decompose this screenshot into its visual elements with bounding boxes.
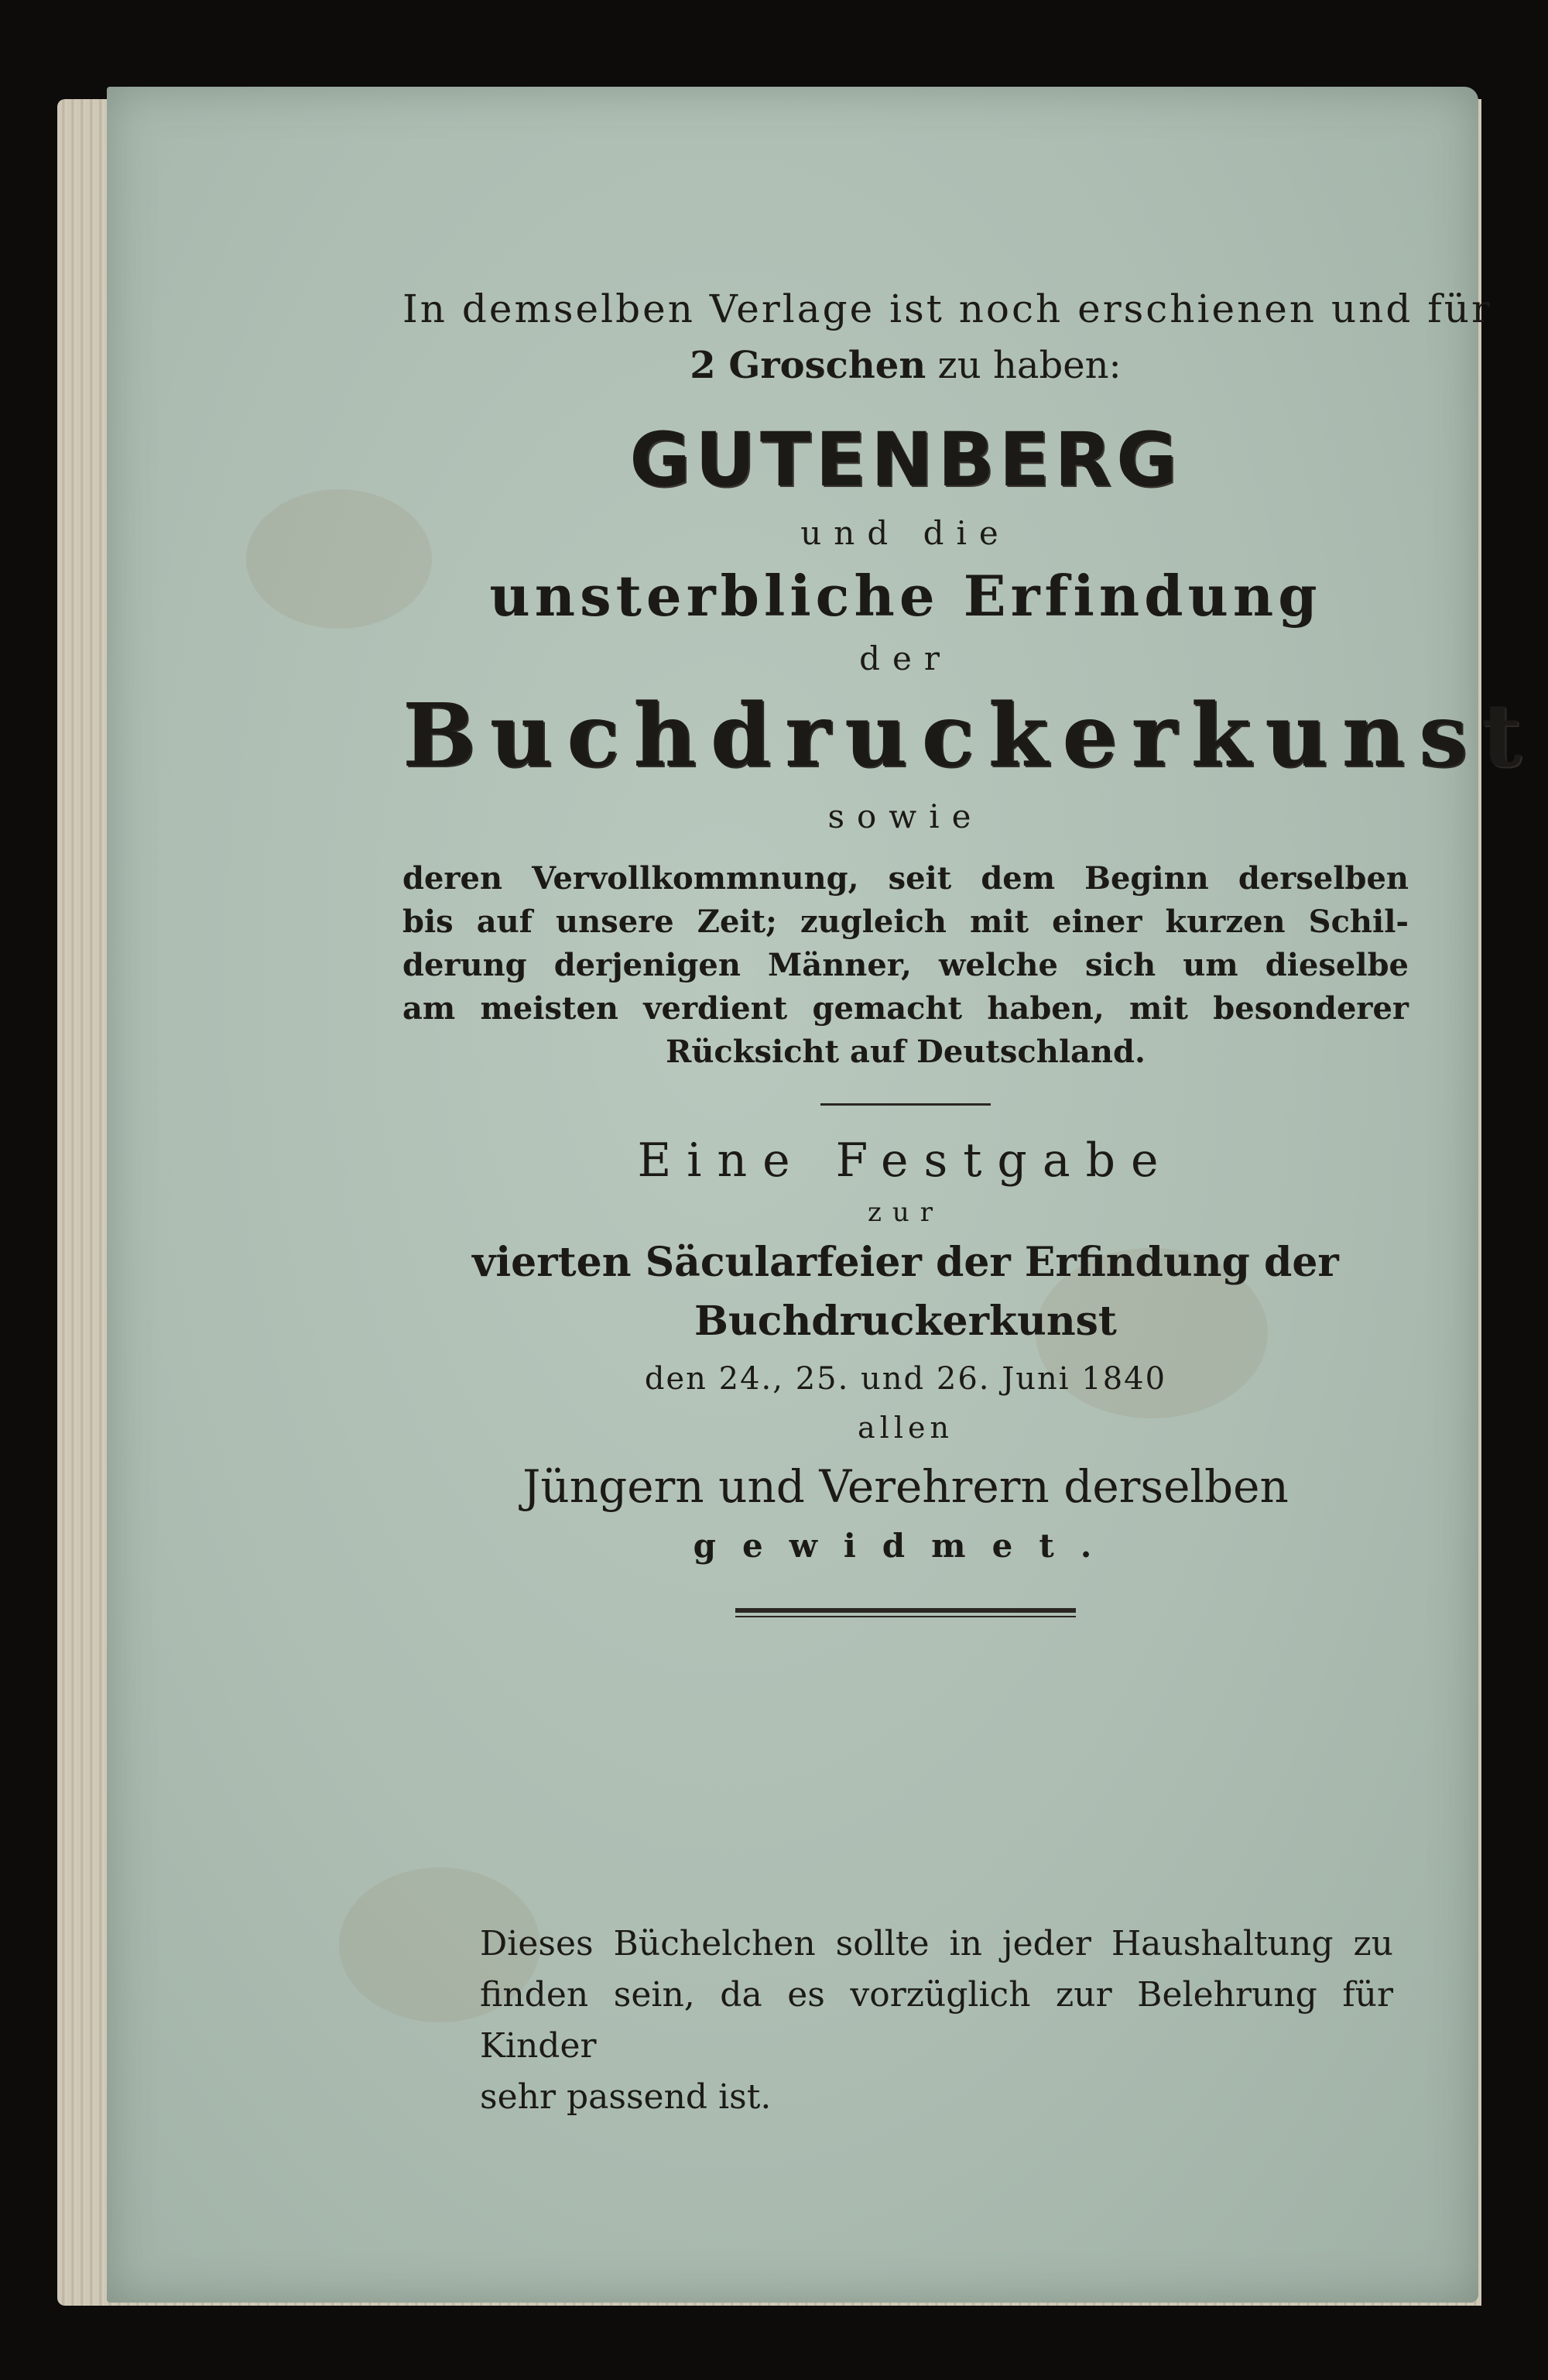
dedication-line: Jüngern und Verehrern derselben	[522, 1460, 1289, 1513]
subtitle-unsterbliche: unsterbliche Erfindung	[489, 563, 1322, 629]
price-line-rest: zu haben:	[937, 344, 1122, 387]
description-paragraph	[402, 857, 1409, 1074]
closing-line: finden sein, da es vorzüglich zur Belehrung für Kinder	[480, 1975, 1393, 2066]
closing-note	[480, 1919, 1393, 2123]
saecular-line: vierten Säcularfeier der Erfindung der	[472, 1239, 1339, 1286]
description-line: derung derjenigen Männer, welche sich um dieselbe	[402, 947, 1409, 983]
price: 2 Groschen	[690, 344, 926, 387]
und-die-line: und die	[800, 514, 1011, 552]
zur-line: zur	[867, 1197, 944, 1228]
festgabe-line: Eine Festgabe	[637, 1133, 1174, 1188]
saecular-line: Buchdruckerkunst	[694, 1298, 1117, 1345]
divider-rule	[820, 1103, 991, 1106]
allen-line: allen	[858, 1411, 954, 1445]
description-line: bis auf unsere Zeit; zugleich mit einer kurzen Schil-	[402, 904, 1409, 940]
description-line: am meisten verdient gemacht haben, mit besonderer	[402, 990, 1409, 1027]
main-title: GUTENBERG	[629, 417, 1182, 503]
double-divider-rule	[735, 1608, 1076, 1617]
sowie-line: sowie	[827, 797, 984, 835]
der-line: der	[859, 640, 952, 677]
description-line: deren Vervollkommnung, seit dem Beginn derselben	[402, 860, 1409, 897]
date-line: den 24., 25. und 26. Juni 1840	[644, 1361, 1167, 1397]
title-page-content	[402, 286, 1536, 1676]
intro-line: In demselben Verlage ist noch erschienen und für	[402, 286, 1492, 331]
closing-line: Dieses Büchelchen sollte in jeder Haushaltung zu	[480, 1924, 1393, 1963]
description-line: Rücksicht auf Deutschland.	[666, 1034, 1146, 1070]
price-line	[402, 344, 1409, 387]
subtitle-buchdruckerkunst: Buchdruckerkunst	[402, 685, 1536, 787]
closing-line: sehr passend ist.	[480, 2077, 772, 2117]
gewidmet-line: gewidmet.	[693, 1527, 1118, 1565]
